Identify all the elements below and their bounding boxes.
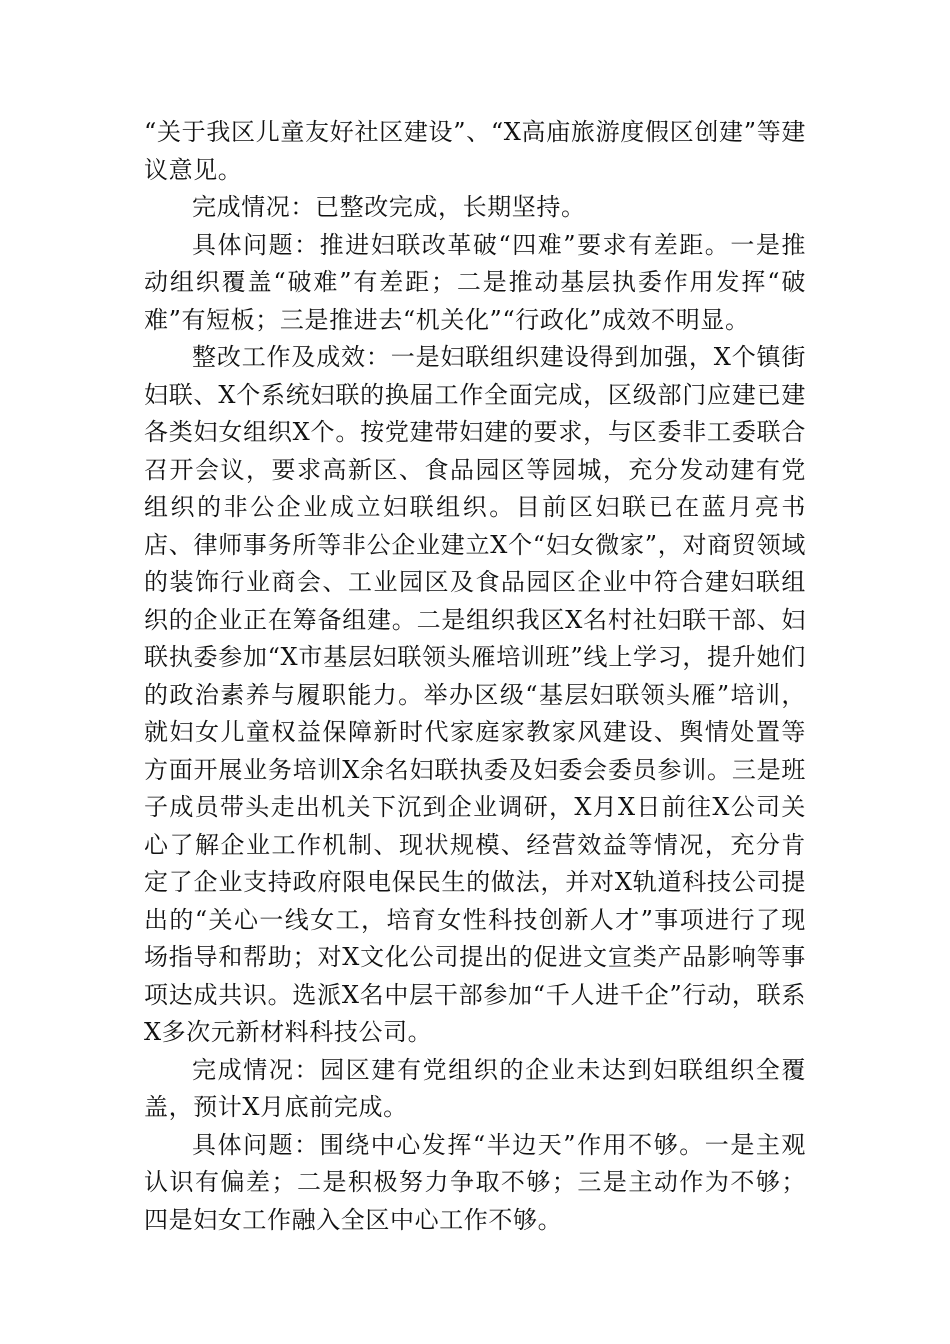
paragraph-4: 整改工作及成效：一是妇联组织建设得到加强，X个镇街妇联、X个系统妇联的换届工作全面完成，区级部门应建已建各类妇女组织X个。按党建带妇建的要求，与区委非工委联合召开会议，要求高新区、食品园区等园城，充分发动建有党组织的非公企业成立妇联组织。目前区妇联已在蓝月亮书店、律师事务所等非公企业建立X个“妇女微家”，对商贸领域的装饰行业商会、工业园区及食品园区企业中符合建妇联组织的企业正在筹备组建。二是组织我区X名村社妇联干部、妇联执委参加“X市基层妇联领头雁培训班”线上学习，提升她们的政治素养与履职能力。举办区级“基层妇联领头雁”培训，就妇女儿童权益保障新时代家庭家教家风建设、舆情处置等方面开展业务培训X余名妇联执委及妇委会委员参训。三是班子成员带头走出机关下沉到企业调研，X月X日前往X公司关心了解企业工作机制、现状规模、经营效益等情况，充分肯定了企业支持政府限电保民生的做法，并对X轨道科技公司提出的“关心一线女工，培育女性科技创新人才”事项进行了现场指导和帮助；对X文化公司提出的促进文宣类产品影响等事项达成共识。选派X名中层干部参加“千人进千企”行动，联系X多次元新材料科技公司。	[144, 343, 806, 1046]
paragraph-1: “关于我区儿童友好社区建设”、“X高庙旅游度假区创建”等建议意见。	[144, 118, 806, 184]
paragraph-2: 完成情况：已整改完成，长期坚持。	[192, 193, 586, 221]
paragraph-5: 完成情况：园区建有党组织的企业未达到妇联组织全覆盖，预计X月底前完成。	[144, 1055, 806, 1121]
paragraph-6: 具体问题：围绕中心发挥“半边天”作用不够。一是主观认识有偏差；二是积极努力争取不够；三是主动作为不够；四是妇女工作融入全区中心工作不够。	[144, 1130, 806, 1234]
paragraph-3: 具体问题：推进妇联改革破“四难”要求有差距。一是推动组织覆盖“破难”有差距；二是推动基层执委作用发挥“破难”有短板；三是推进去“机关化”“行政化”成效不明显。	[144, 230, 806, 334]
document-body	[144, 114, 806, 1239]
